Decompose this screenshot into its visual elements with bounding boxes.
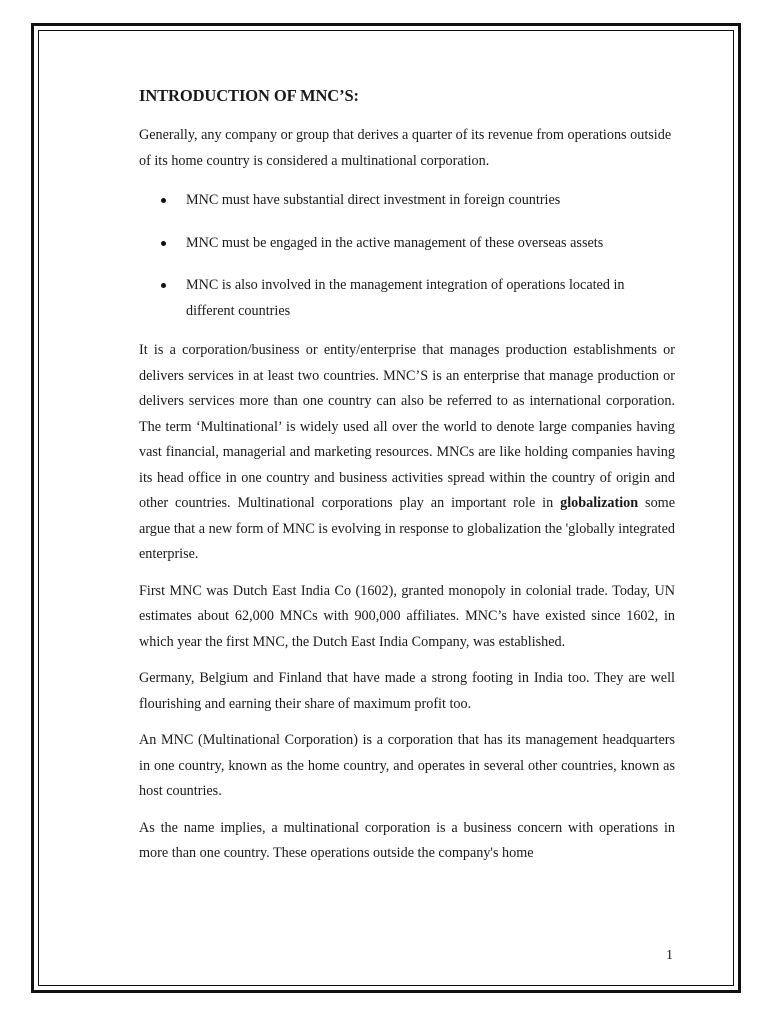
history-paragraph: First MNC was Dutch East India Co (1602), granted monopoly in colonial trade. Today, UN estimates about 62,000 MNCs with 900,000 affiliates. MNC’s have existed since 1602, in which year the first MNC, the Dutch East India Company, was established. bbox=[139, 582, 675, 650]
page-number: 1 bbox=[666, 948, 673, 963]
definition-text: It is a corporation/business or entity/enterprise that manages production establishments or delivers services in at least two countries. MNC’S is an enterprise that manage production or delivers services more than one country can also be referred to as international corporation. The term ‘Multinational’ is widely used all over the world to denote large companies having vast financial, managerial and marketing resources. MNCs are like holding companies having its head office in one country and business activities spread within the country of origin and other countries. Multinational corporations play an important role in bbox=[139, 342, 675, 511]
page-title: INTRODUCTION OF MNC’S: bbox=[139, 86, 359, 105]
bullet-text: MNC must have substantial direct investment in foreign countries bbox=[186, 192, 561, 208]
definition-text-continued: some argue that a new form of MNC is evolving in response to globalization the 'globally integrated enterprise. bbox=[139, 495, 675, 562]
bullet-text: MNC is also involved in the management integration of operations located in different countries bbox=[186, 277, 625, 319]
bullet-dot-icon bbox=[161, 241, 166, 246]
countries-paragraph: Germany, Belgium and Finland that have made a strong footing in India too. They are well flourishing and earning their share of maximum profit too. bbox=[139, 670, 675, 712]
bullet-text: MNC must be engaged in the active management of these overseas assets bbox=[186, 234, 604, 251]
implies-paragraph: As the name implies, a multinational corporation is a business concern with operations in more than one country. These operations outside the company's home bbox=[139, 819, 675, 861]
definition-paragraph bbox=[139, 338, 675, 568]
intro-paragraph: Generally, any company or group that derives a quarter of its revenue from operations outside of its home country is considered a multinational corporation. bbox=[139, 127, 672, 169]
bullet-dot-icon bbox=[161, 198, 166, 203]
mnc-definition-paragraph: An MNC (Multinational Corporation) is a corporation that has its management headquarters in one country, known as the home country, and operates in several other countries, known as host countries. bbox=[139, 732, 675, 799]
bullet-item bbox=[139, 188, 675, 214]
bullet-item bbox=[139, 273, 675, 324]
bullet-dot-icon bbox=[161, 283, 166, 288]
bullet-list bbox=[139, 188, 675, 324]
globalization-term: globalization bbox=[560, 495, 639, 511]
document-body bbox=[139, 84, 675, 878]
bullet-item bbox=[139, 231, 675, 257]
